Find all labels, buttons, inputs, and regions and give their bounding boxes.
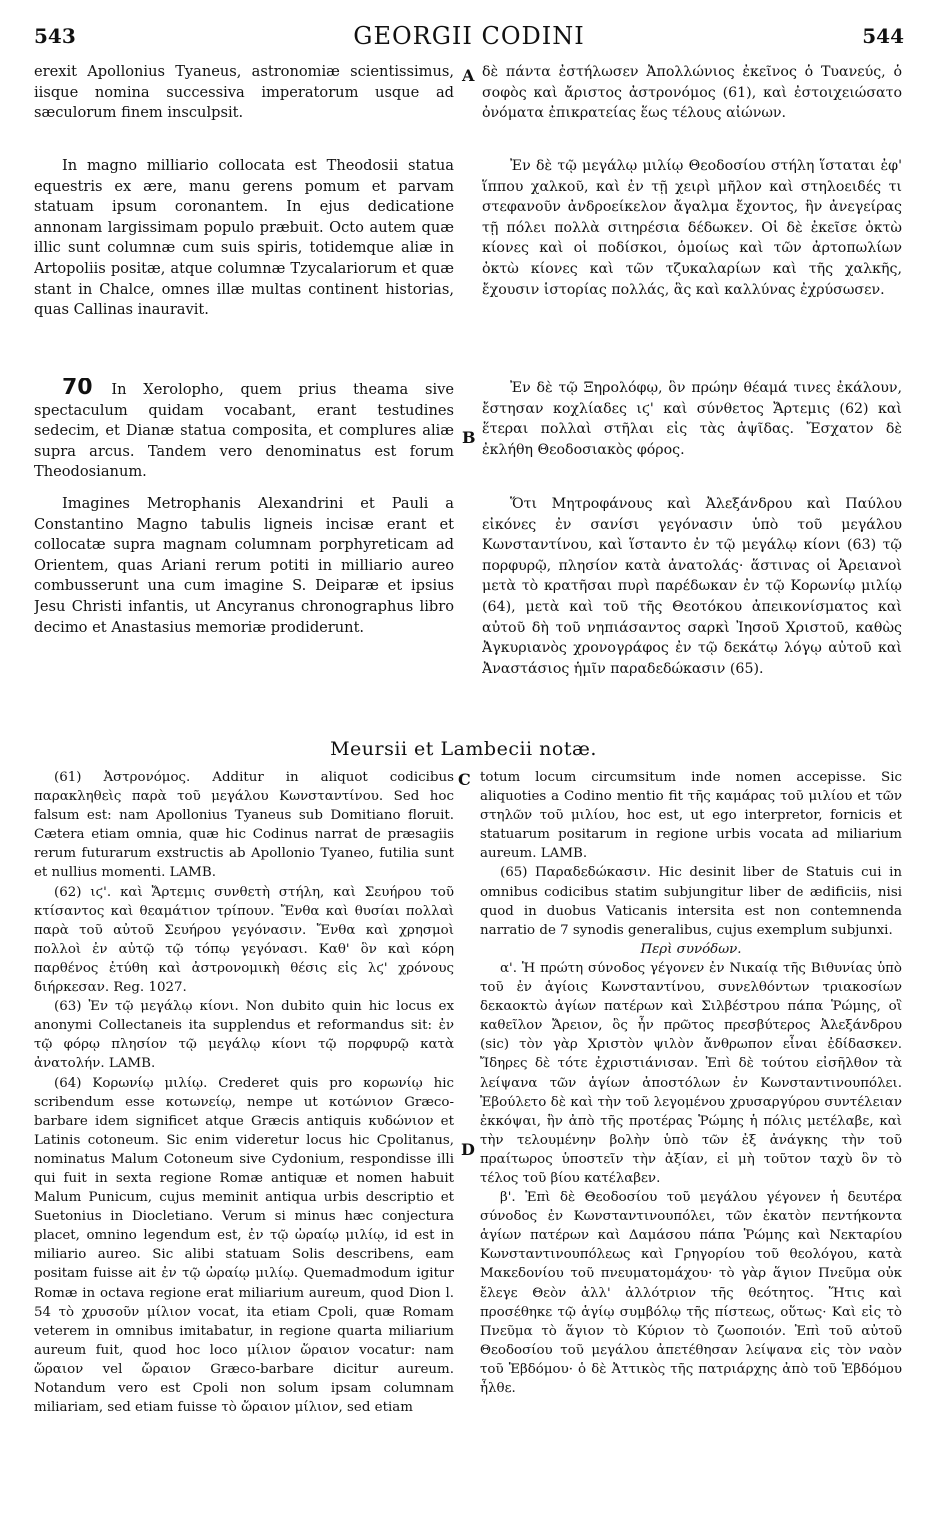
notes-right-column <box>480 768 902 1538</box>
synod-heading: Περὶ συνόδων. <box>640 941 742 957</box>
greek-paragraph-4 <box>482 494 902 726</box>
greek-text: δὲ πάντα ἐστήλωσεν Ἀπολλώνιος ἐκεῖνος ὁ Τυανεύς, ὁ σοφὸς καὶ ἄριστος ἀστρονόμος (61), καὶ ἐστοιχειώσατο ὀνόματα ἐπικρατείας ἕως τέλους αἰώνων. <box>482 64 902 122</box>
column-marker-d: D <box>461 1140 475 1159</box>
notes-left-column <box>34 768 454 1538</box>
column-marker-c: C <box>458 770 471 789</box>
latin-text: erexit Apollonius Tyaneus, astronomiæ scientissimus, iisque nomina successiva imperatorum usque ad sæculorum finem insculpsit. <box>34 63 454 122</box>
latin-paragraph-2 <box>34 156 454 368</box>
latin-text: Imagines Metrophanis Alexandrini et Pauli a Constantino Magno tabulis ligneis incisæ erant et collocatæ supra magnam columnam porphyreticam ad Orientem, quas Ariani rerum potiti in milliario aureo combusserunt una cum imagine S. Deiparæ et ipsius Jesu Christi infantis, ut Ancyranus chronographus libro decimo et Anastasius memoriæ prodiderunt. <box>34 495 454 636</box>
note-63: (63) Ἐν τῷ μεγάλῳ κίονι. Non dubito quin hic locus ex anonymi Collectaneis ita supplendus et reformandus sit: ἐν τῷ φόρῳ πλησίον τῷ μεγάλῳ κίονι τῷ πορφυρῷ κατὰ ἀνατολήν. LAMB. <box>34 999 454 1072</box>
page-header <box>34 18 904 52</box>
latin-text: In Xerolopho, quem prius theama sive spectaculum quidam vocabant, erant testudines sedecim, et Dianæ statua composita, et complures aliæ supra arcus. Tandem vero denominatus est forum Theodosianum. <box>34 381 454 481</box>
section-number: 70 <box>62 378 93 400</box>
running-title: GEORGII CODINI <box>353 22 585 50</box>
greek-text: Ἐν δὲ τῷ μεγάλῳ μιλίῳ Θεοδοσίου στήλη ἵσταται ἐφ' ἵππου χαλκοῦ, καὶ ἐν τῇ χειρὶ μῆλον καὶ στηλοειδές τι στεφανοῦν ἀνδροείκελον ἄγαλμα ἔχοντος, ἣν ἀνεγείρας τῇ πόλει πολλὰ σιτηρέσια δέδωκεν. Οἱ δὲ ἐκεῖσε ὀκτὼ κίονες καὶ οἱ ποδίσκοι, ὁμοίως καὶ τῶν ἀρτοπωλίων ὀκτὼ κίονες καὶ τῶν τζυκαλαρίων καὶ τῆς χαλκῆς, ἔχουσιν ἱστορίας πολλάς, ἃς καὶ καλλύνας ἐχρύσωσεν. <box>482 158 902 298</box>
note-65: (65) Παραδεδώκασιν. Hic desinit liber de Statuis cui in omnibus codicibus statim subjungitur liber de ædificiis, nisi quod in duobus Vaticanis intersita est non contemnenda narratio de 7 synodis generalibus, cujus exemplum subjunxi. <box>480 865 902 938</box>
synod-paragraph-2: β'. Ἐπὶ δὲ Θεοδοσίου τοῦ μεγάλου γέγονεν ἡ δευτέρα σύνοδος ἐν Κωνσταντινουπόλει, τῶν ἑκατὸν πεντήκοντα ἁγίων πατέρων καὶ Δαμάσου πάπα Ῥώμης καὶ Νεκταρίου Κωνσταντινουπόλεως καὶ Γρηγορίου τοῦ θεολόγου, κατὰ Μακεδονίου τοῦ πνευματομάχου· τὸ γὰρ ἅγιον Πνεῦμα οὐκ ἔλεγε Θεὸν ἀλλ' ἀλλότριον τῆς θεότητος. Ἥτις καὶ προσέθηκε τῷ ἁγίῳ συμβόλῳ τῆς πίστεως, οὕτως· Καὶ εἰς τὸ Πνεῦμα τὸ ἅγιον τὸ Κύριον τὸ ζωοποιόν. Ἐπὶ τοῦ αὐτοῦ Θεοδοσίου τοῦ μεγάλου ἀπετέθησαν λείψανα εἰς τὸν ναὸν τοῦ Ἑβδόμου· ὁ δὲ Ἀττικὸς τῆς πατριάρχης ἀπὸ τοῦ Ἑβδόμου ἦλθε. <box>480 1190 902 1396</box>
page-number-right: 544 <box>862 24 904 48</box>
note-64-continued: totum locum circumsitum inde nomen accepisse. Sic aliquoties a Codino mentio fit τῆς καμάρας τοῦ μιλίου et τῶν στηλῶν τοῦ μιλίου, hoc est, ut ego interpretor, fornicis et statuarum positarum in regione urbis vocata ad miliarium aureum. LAMB. <box>480 770 902 862</box>
column-marker-a: A <box>462 66 475 85</box>
greek-paragraph-2 <box>482 156 902 368</box>
greek-paragraph-1 <box>482 62 902 146</box>
latin-paragraph-4 <box>34 494 454 714</box>
column-marker-b: B <box>462 428 476 447</box>
note-62: (62) ιϛ'. καὶ Ἄρτεμις συνθετὴ στήλη, καὶ Σευήρου τοῦ κτίσαντος καὶ θεαμάτιον τρίπουν. Ἔνθα καὶ θυσίαι πολλαὶ παρὰ τοῦ αὐτοῦ Σευήρου γεγόνασιν. Ἔνθα καὶ χρησμοὶ πολλοὶ ἐν αὐτῷ τῷ τόπῳ γεγόνασι. Καθ' ὃν καὶ κόρη παρθένος ἐτύθη καὶ ἀστρονομικὴ θέσις εἰς λϛ' χρόνους διήρκεσαν. Reg. 1027. <box>34 884 454 996</box>
latin-paragraph-3 <box>34 378 454 490</box>
greek-paragraph-3 <box>482 378 902 468</box>
latin-paragraph-1 <box>34 62 454 146</box>
greek-text: Ἐν δὲ τῷ Ξηρολόφῳ, ὃν πρώην θέαμά τινες ἐκάλουν, ἔστησαν κοχλίαδες ιϛ' καὶ σύνθετος Ἄρτεμις (62) καὶ ἕτεραι πολλαὶ στῆλαι εἰς τὰς ἀψῖδας. Ἔσχατον δὲ ἐκλήθη Θεοδοσιακὸς φόρος. <box>482 380 902 458</box>
page-number-left: 543 <box>34 24 76 48</box>
synod-paragraph-1: α'. Ἡ πρώτη σύνοδος γέγονεν ἐν Νικαίᾳ τῆς Βιθυνίας ὑπὸ τοῦ ἐν ἁγίοις Κωνσταντίνου, συνελθόντων τριακοσίων δεκαοκτὼ ἁγίων πατέρων καὶ Σιλβέστρου πάπα Ῥώμης, οἳ καθεῖλον Ἄρειον, ὃς ἦν πρῶτος πρεσβύτερος Ἀλεξάνδρου (sic) τὸν γὰρ Χριστὸν ψιλὸν ἄνθρωπον εἶναι ἐδίδασκεν. Ἴδηρες δὲ τότε ἐχριστιάνισαν. Ἐπὶ δὲ τούτου εἰσῆλθον τὰ λείψανα τῶν ἁγίων ἀποστόλων ἐν Κωνσταντινουπόλει. Ἐβούλετο δὲ καὶ τὴν τοῦ λεγομένου χρυσαργύρου συντέλειαν ἐκκόψαι, ἣν ἀπὸ τῆς προτέρας Ῥώμης ἡ πόλις μετέλαβε, καὶ τὴν τελουμένην βολὴν ὑπὸ τῶν ἐξ ἀνάγκης τὴν τοῦ πραίτωρος ὑποστεῖν τὴν ἀξίαν, εἰ μὴ τοῦτον ταχὺ ὃν τὸ τέλος τοῦ βίου κατέλαβεν. <box>480 960 902 1186</box>
note-64: (64) Κορωνίῳ μιλίῳ. Crederet quis pro κορωνίῳ hic scribendum esse κοτωνείῳ, nempe ut κοτώνιον Græco-barbare idem significet atque Græcis antiquis κυδώνιον et Latinis cotoneum. Sic enim videretur locus hic Cpolitanus, nominatus Malum Cotoneum sive Cydonium, respondisse illi qui fuit in sexta regione Romæ antiquæ et nomen habuit Malum Punicum, cujus meminit antiqua urbis descriptio et Suetonius in Diocletiano. Verum si minus hæc conjectura placet, omnino legendum est, ἐν τῷ ὠραίῳ μιλίῳ, id est in miliario aureo. Sic alibi statuam Solis describens, eam positam fuisse ait ἐν τῷ ὠραίῳ μιλίῳ. Quemadmodum igitur Romæ in octava regione erat miliarium aureum, quod Dion l. 54 τὸ χρυσοῦν μίλιον vocat, ita etiam Cpoli, quæ Romam veterem in omnibus imitabatur, in regione quarta miliarium aureum fuit, quod hoc loco μίλιον ὥραιον vocatur: nam ὥραιον vel ὤραιον Græco-barbare dicitur aureum. Notandum vero est Cpoli non solum ipsam columnam miliariam, sed etiam fuisse τὸ ὥραιον μίλιον, sed etiam <box>34 1075 454 1416</box>
latin-text: In magno milliario collocata est Theodosii statua equestris ex ære, manu gerens pomum et parvam statuam ipsum coronantem. In ejus dedicatione annonam largissimam populo præbuit. Octo autem quæ illic sunt columnæ cum suis spiris, totidemque aliæ in Artopoliis positæ, atque columnæ Tzycalariorum et quæ stant in Chalce, omnes illæ multas continent historias, quas Callinas inauravit. <box>34 157 454 319</box>
note-61: (61) Ἀστρονόμος. Additur in aliquot codicibus παρακληθεὶς παρὰ τοῦ μεγάλου Κωνσταντίνου. Sed hoc falsum est: nam Apollonius Tyaneus sub Domitiano floruit. Cætera etiam omnia, quæ hic Codinus narrat de præsagiis rerum futurarum exstructis ab Apollonio Tyaneo, futilia sunt et nullius momenti. LAMB. <box>34 770 454 881</box>
greek-text: Ὅτι Μητροφάνους καὶ Ἀλεξάνδρου καὶ Παύλου εἰκόνες ἐν σανίσι γεγόνασιν ὑπὸ τοῦ μεγάλου Κωνσταντίνου, καὶ ἵσταντο ἐν τῷ μεγάλῳ κίονι (63) τῷ πορφυρῷ, πλησίον κατὰ ἀνατολάς· ἅστινας οἱ Ἀρειανοὶ μετὰ τὸ κρατῆσαι πυρὶ παρέδωκαν ἐν τῷ Κορωνίῳ μιλίῳ (64), μετὰ καὶ τοῦ τῆς Θεοτόκου ἀπεικονίσματος καὶ αὐτοῦ δὴ τοῦ νηπιάσαντος σαρκὶ Ἰησοῦ Χριστοῦ, καθὼς Ἀγκυριανὸς χρονογράφος ἐν τῷ δεκάτῳ λόγῳ αὐτοῦ καὶ Ἀναστάσιος ἡμῖν παραδεδώκασιν (65). <box>482 496 902 677</box>
notes-title: Meursii et Lambecii notæ. <box>330 738 597 760</box>
